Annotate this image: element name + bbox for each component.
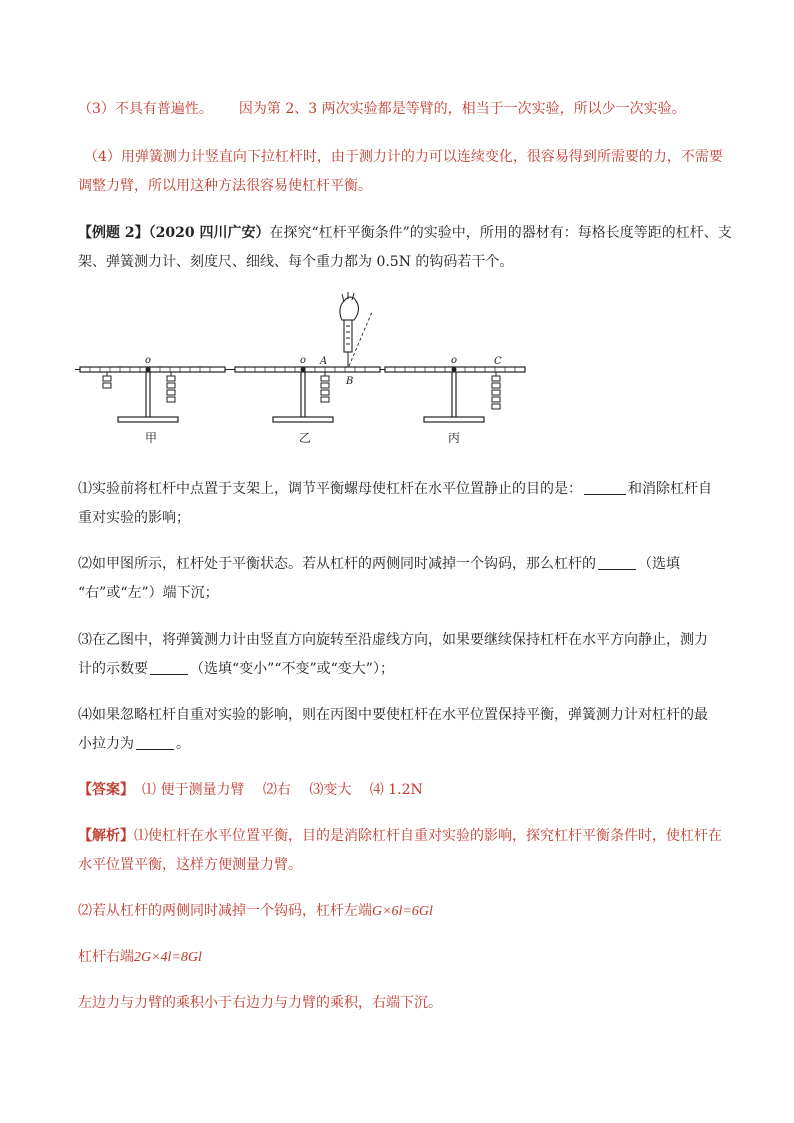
- analysis-line2: 水平位置平衡，这样方便测量力臂。: [78, 857, 302, 873]
- point-a: A: [320, 356, 328, 367]
- label-jia: 甲: [145, 431, 158, 445]
- answer-blank-2[interactable]: [598, 555, 636, 570]
- point-c: C: [494, 356, 502, 367]
- analysis-p2-equation: G×6l=6Gl: [372, 904, 433, 919]
- question-3-line2: [78, 659, 728, 679]
- question-3-line1: ⑶在乙图中，将弹簧测力计由竖直方向旋转至沿虚线方向，如果要继续保持杠杆在水平方向静止，测力: [78, 632, 708, 648]
- answer-tag: 【答案】: [78, 782, 134, 798]
- question-3-text-tail: （选填“变小”“不变”或“变大”）；: [190, 661, 394, 677]
- answer-text: ⑴ 便于测量力臂 ⑵右 ⑶变大 ⑷ 1.2N: [142, 782, 423, 798]
- answer-item-3: [78, 99, 728, 119]
- question-1-text-tail: 和消除杠杆自: [628, 481, 712, 497]
- point-b: B: [346, 376, 354, 387]
- answer-blank-1[interactable]: [584, 480, 626, 495]
- example-intro-2: 架、弹簧测力计、刻度尺、细线、每个重力都为 0.5N 的钩码若干个。: [78, 254, 514, 270]
- analysis-line3: [78, 901, 728, 922]
- figure-yi: [230, 292, 385, 422]
- analysis-p2-text: ⑵若从杠杆的两侧同时减掉一个钩码，杠杆左端: [78, 903, 372, 919]
- example-tag: 【例题 2】: [78, 225, 149, 241]
- analysis-line1: [78, 826, 728, 846]
- example-intro-1: 在探究“杠杆平衡条件”的实验中，所用的器材有：每格长度等距的杠杆、支: [269, 225, 732, 241]
- pivot-o-bing: o: [451, 355, 458, 366]
- question-1-text: ⑴实验前将杠杆中点置于支架上，调节平衡螺母使杠杆在水平位置静止的目的是：: [78, 481, 582, 497]
- figure-bing: [385, 367, 525, 422]
- lever-figure: [70, 290, 530, 445]
- analysis-tag: 【解析】: [78, 828, 134, 844]
- question-4-line2: [78, 734, 728, 754]
- question-2-text-tail: （选填: [638, 556, 680, 572]
- question-4-text-tail: 。: [176, 736, 190, 752]
- answer-blank-4[interactable]: [136, 735, 174, 750]
- question-4-line1: ⑷如果忽略杠杆自重对实验的影响，则在丙图中要使杠杆在水平位置保持平衡，弹簧测力计对杠杆的最: [78, 707, 708, 723]
- answer-section: [78, 780, 728, 800]
- figure-jia: [75, 367, 230, 422]
- pivot-o-jia: o: [145, 355, 152, 366]
- answer-item-4-line1: （4）用弹簧测力计竖直向下拉杠杆时，由于测力计的力可以连续变化，很容易得到所需要的力，不需要: [84, 149, 723, 165]
- analysis-p1-l1: ⑴使杠杆在水平位置平衡，目的是消除杠杆自重对实验的影响，探究杠杆平衡条件时，使杠杆在: [134, 828, 722, 844]
- question-2-text: ⑵如甲图所示，杠杆处于平衡状态。若从杠杆的两侧同时减掉一个钩码，那么杠杆的: [78, 556, 596, 572]
- question-1-line1: [78, 479, 728, 499]
- example-source: （2020 四川广安）: [148, 225, 270, 241]
- analysis-p3-equation: 2G×4l=8Gl: [134, 950, 202, 965]
- question-1-line2: 重对实验的影响；: [78, 510, 190, 526]
- analysis-line5: 左边力与力臂的乘积小于右边力与力臂的乘积，右端下沉。: [78, 995, 442, 1011]
- pivot-o-yi: o: [300, 355, 307, 366]
- analysis-p3-text: 杠杆右端: [78, 949, 134, 965]
- label-yi: 乙: [299, 431, 312, 445]
- question-3-text: 计的示数要: [78, 661, 148, 677]
- question-2-line2: “右”或“左”）端下沉；: [78, 585, 219, 601]
- question-2-line1: [78, 554, 728, 574]
- label-bing: 丙: [448, 431, 461, 445]
- example-heading: [78, 223, 732, 243]
- answer-item-4-line2: 调整力臂，所以用这种方法很容易使杠杆平衡。: [78, 178, 372, 194]
- question-4-text: 小拉力为: [78, 736, 134, 752]
- answer-blank-3[interactable]: [150, 660, 188, 675]
- answer-item-3-label: （3）不具有普遍性。: [78, 101, 213, 117]
- analysis-line4: [78, 947, 728, 968]
- answer-item-3-reason: 因为第 2、3 两次实验都是等臂的，相当于一次实验，所以少一次实验。: [238, 101, 686, 117]
